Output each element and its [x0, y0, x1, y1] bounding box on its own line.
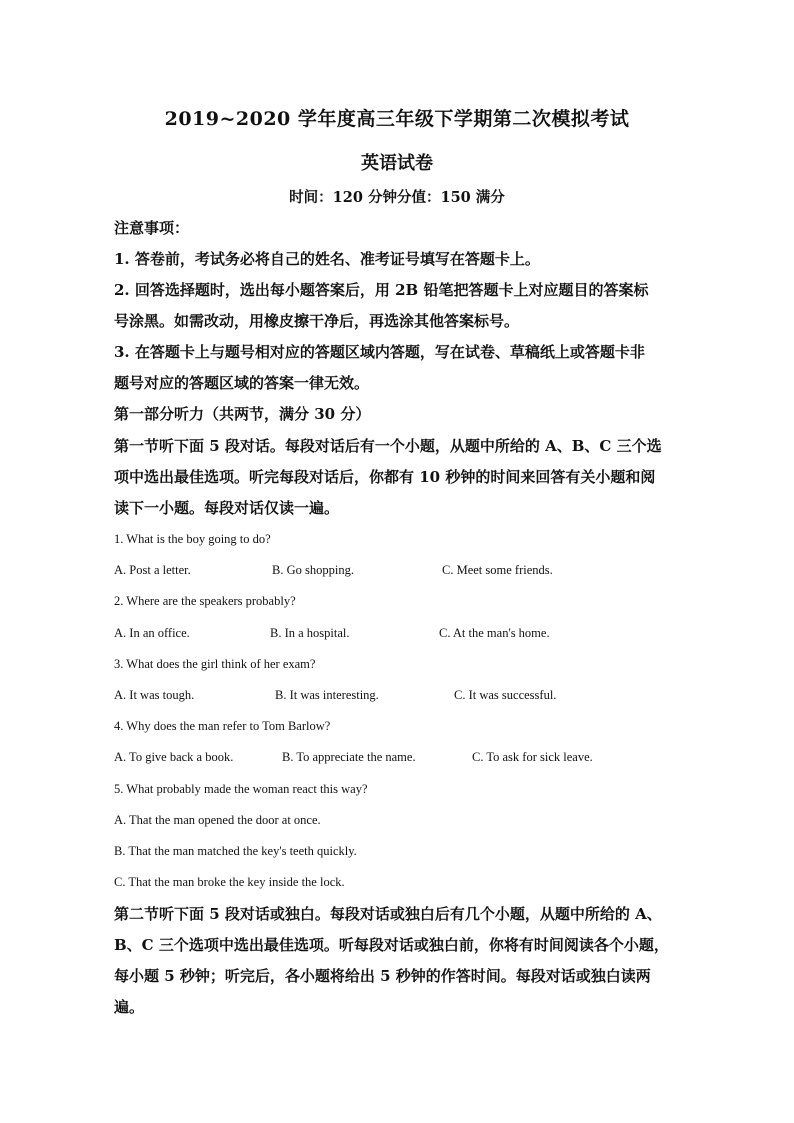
note-item-1: 1. 答卷前，考试务必将自己的姓名、准考证号填写在答题卡上。	[114, 250, 540, 268]
question-1-option-a: A. Post a letter.	[114, 563, 191, 577]
page-title: 2019~2020 学年度高三年级下学期第二次模拟考试	[164, 108, 630, 130]
question-2-option-a: A. In an office.	[114, 626, 190, 640]
note-item-2-line-1: 2. 回答选择题时，选出每小题答案后，用 2B 铅笔把答题卡上对应题目的答案标	[114, 281, 649, 299]
notes-heading: 注意事项：	[114, 219, 190, 237]
question-1: 1. What is the boy going to do?	[114, 532, 271, 546]
note-item-3-line-2: 题号对应的答题区域的答案一律无效。	[114, 374, 370, 392]
question-1-option-c: C. Meet some friends.	[442, 563, 553, 577]
note-item-2-line-2: 号涂黑。如需改动，用橡皮擦干净后，再选涂其他答案标号。	[114, 312, 520, 330]
section1-instruction-line-1: 第一节听下面 5 段对话。每段对话后有一个小题，从题中所给的 A、B、C 三个选	[114, 437, 662, 455]
section1-instruction-line-2: 项中选出最佳选项。听完每段对话后，你都有 10 秒钟的时间来回答有关小题和阅	[114, 468, 656, 486]
question-4-option-b: B. To appreciate the name.	[282, 750, 416, 764]
section2-instruction-line-1: 第二节听下面 5 段对话或独白。每段对话或独白后有几个小题，从题中所给的 A、	[114, 905, 662, 923]
question-3-option-b: B. It was interesting.	[275, 688, 379, 702]
question-2-option-c: C. At the man's home.	[439, 626, 550, 640]
part1-heading: 第一部分听力（共两节，满分 30 分）	[114, 405, 371, 423]
question-4: 4. Why does the man refer to Tom Barlow?	[114, 719, 331, 733]
time-score-line: 时间：120 分钟分值：150 满分	[289, 189, 505, 206]
question-3-option-a: A. It was tough.	[114, 688, 195, 702]
question-2-option-b: B. In a hospital.	[270, 626, 350, 640]
question-1-option-b: B. Go shopping.	[272, 563, 354, 577]
question-5-option-a: A. That the man opened the door at once.	[114, 813, 321, 827]
question-5: 5. What probably made the woman react this way?	[114, 782, 368, 796]
section1-instruction-line-3: 读下一小题。每段对话仅读一遍。	[114, 499, 340, 517]
page-subtitle: 英语试卷	[361, 153, 433, 174]
section2-instruction-line-4: 遍。	[114, 998, 145, 1016]
question-4-option-a: A. To give back a book.	[114, 750, 234, 764]
section2-instruction-line-2: B、C 三个选项中选出最佳选项。听每段对话或独白前，你将有时间阅读各个小题，	[114, 936, 669, 954]
note-item-3-line-1: 3. 在答题卡上与题号相对应的答题区域内答题，写在试卷、草稿纸上或答题卡非	[114, 343, 645, 361]
question-5-option-c: C. That the man broke the key inside the lock.	[114, 875, 345, 889]
question-2: 2. Where are the speakers probably?	[114, 594, 296, 608]
question-4-option-c: C. To ask for sick leave.	[472, 750, 593, 764]
question-3: 3. What does the girl think of her exam?	[114, 657, 316, 671]
question-3-option-c: C. It was successful.	[454, 688, 557, 702]
question-5-option-b: B. That the man matched the key's teeth quickly.	[114, 844, 357, 858]
section2-instruction-line-3: 每小题 5 秒钟；听完后，各小题将给出 5 秒钟的作答时间。每段对话或独白读两	[114, 967, 651, 985]
